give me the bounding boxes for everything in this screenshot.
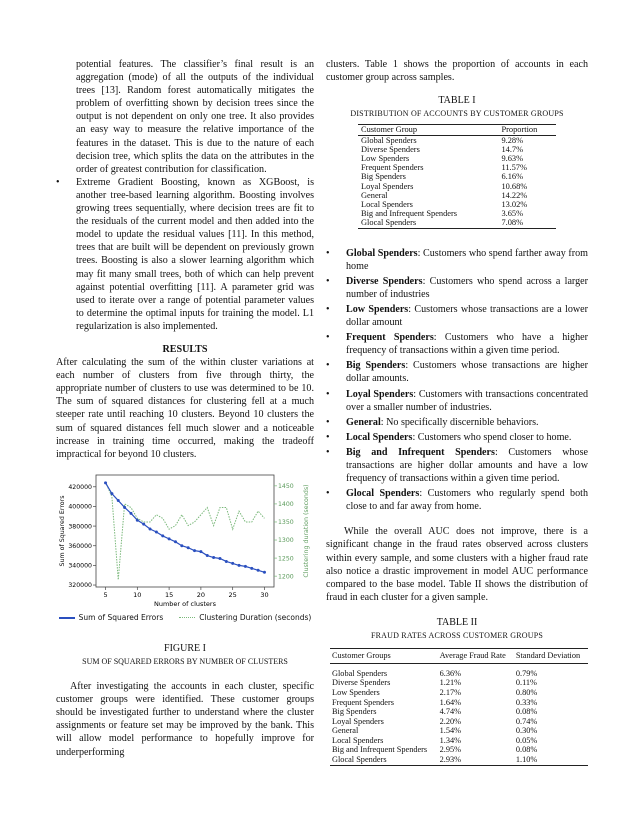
table2 — [330, 648, 588, 766]
y2-axis-label: Clustering duration (seconds) — [303, 484, 310, 578]
right-column — [326, 58, 588, 766]
bullet-icon: • — [326, 332, 330, 344]
table2-cell: 0.05% — [515, 735, 538, 745]
data-point-sse — [206, 554, 209, 557]
bullet-text — [340, 275, 588, 301]
xgboost-paragraph: Extreme Gradient Boosting, known as XGBoost, is another tree-based learning algorithm. Boosting involves growing trees sequentially, where decision trees are fit to the residuals of the current model and then added into the model to update the residual values [11]. In this method, trees that are built will be dependent on previously grown trees. Boosting is also a slower learning algorithm which may fit many small trees, both of which can help prevent against potential overfitting [11]. A parameter grid was used to iterate over a range of potential parameter values to determine the optimal inputs for training the model. L1 regularization is also implemented. — [76, 176, 314, 332]
data-point-sse — [212, 556, 215, 559]
bullet-text — [340, 331, 588, 357]
bullet-description: : No specifically discernible behaviors. — [380, 416, 539, 428]
table2-cell: Diverse Spenders — [332, 678, 391, 688]
table2-cell: 1.34% — [439, 735, 462, 745]
table2-cell: 1.21% — [439, 678, 462, 688]
data-point-sse — [136, 519, 139, 522]
data-point-sse — [193, 549, 196, 552]
data-point-sse — [168, 537, 171, 540]
data-point-sse — [123, 506, 126, 509]
table2-cell: Local Spenders — [332, 735, 384, 745]
table2-row — [330, 717, 588, 727]
bullet-text — [340, 416, 588, 429]
xgboost-bullet — [56, 176, 314, 333]
bullet-icon: • — [326, 431, 330, 443]
data-point-sse — [104, 481, 107, 484]
customer-group-bullet — [326, 359, 588, 385]
table2-cell: 6.36% — [439, 668, 462, 678]
data-point-sse — [244, 565, 247, 568]
table2-cell: 0.11% — [515, 678, 537, 688]
table1-cell: 6.16% — [501, 172, 524, 182]
bullet-text — [340, 303, 588, 329]
bullet-text — [340, 487, 588, 513]
results-heading: RESULTS — [162, 343, 208, 355]
table1-cell: Glocal Spenders — [358, 218, 498, 228]
table1-cell: Diverse Spenders — [361, 144, 420, 154]
customer-group-bullet — [326, 247, 588, 273]
table2-cell: 1.10% — [514, 755, 588, 765]
y2-tick-label: 1250 — [278, 555, 294, 563]
left-column — [56, 58, 314, 759]
customer-group-bullet — [326, 431, 588, 444]
bullet-icon: • — [326, 275, 330, 287]
table1-cell: 10.68% — [501, 181, 528, 191]
data-point-sse — [174, 540, 177, 543]
customer-group-bullet — [326, 446, 588, 485]
bullet-term: Diverse Spenders — [346, 275, 423, 287]
customer-group-bullet — [326, 487, 588, 513]
y2-tick-label: 1450 — [278, 482, 294, 490]
data-point-sse — [199, 550, 202, 553]
table1-cell: Local Spenders — [361, 200, 413, 209]
table2-cell: Glocal Spenders — [330, 755, 438, 765]
y-tick-label: 380000 — [68, 523, 92, 531]
x-tick-label: 25 — [228, 590, 237, 599]
table1 — [358, 124, 556, 228]
table1-row — [358, 145, 556, 154]
table2-row — [330, 736, 588, 746]
table2-cell: 2.17% — [439, 687, 462, 697]
table2-cell: Frequent Spenders — [332, 697, 394, 707]
bullet-icon: • — [56, 176, 60, 188]
sse-chart-svg — [56, 469, 314, 609]
table2-cell: Big and Infrequent Spenders — [332, 745, 428, 755]
y-tick-label: 360000 — [68, 542, 92, 550]
x-axis-label: Number of clusters — [153, 599, 217, 608]
bullet-icon: • — [326, 303, 330, 315]
bullet-description: : Customers with transactions concentrated over a smaller number of industries. — [346, 388, 588, 413]
bullet-term: General — [346, 416, 381, 428]
table2-cell: 4.74% — [439, 707, 462, 717]
table1-cell: 14.7% — [501, 144, 524, 154]
table2-cell: 1.54% — [439, 726, 462, 736]
bullet-text — [340, 431, 588, 444]
table1-row — [358, 172, 556, 181]
figure-caption: FIGURE I — [164, 642, 206, 654]
table2-cell: Big Spenders — [332, 707, 377, 717]
data-point-sse — [117, 499, 120, 502]
data-point-sse — [110, 492, 113, 495]
table2-row — [330, 678, 588, 688]
data-point-sse — [180, 544, 183, 547]
table1-cell: Global Spenders — [361, 135, 417, 145]
table1-cell: Big Spenders — [361, 172, 406, 182]
table2-cell: 0.08% — [515, 745, 538, 755]
results-paragraph: After calculating the sum of the within cluster variations at each number of clusters from five through thirty, the appropriate number of clusters to use was determined to be 10. The sum of squared distances for clustering fell at a much steeper rate until reaching 10 clusters. Beyond 10 clusters the sum of squared distances fell much slower and a noticeable increase in training time occurred, making the tradeoff impractical for beyond 10 clusters. — [56, 357, 314, 460]
table2-cell: General — [332, 726, 359, 736]
sse-chart — [56, 469, 314, 629]
data-point-sse — [142, 522, 145, 525]
y-tick-label: 420000 — [68, 483, 92, 491]
bullet-icon: • — [326, 488, 330, 500]
table1-cell: Loyal Spenders — [361, 181, 414, 191]
bullet-icon: • — [326, 388, 330, 400]
data-point-sse — [155, 530, 158, 533]
table2-header: Customer Groups — [330, 649, 438, 664]
table1-header-row — [358, 125, 556, 135]
bullet-description: : Customers who spend closer to home. — [412, 431, 572, 443]
table2-title: TABLE II — [436, 616, 478, 628]
table1-cell: 11.57% — [501, 163, 527, 173]
table2-body — [330, 663, 588, 765]
bullet-description: : Customers who regularly spend both close to and far away from home. — [346, 488, 588, 513]
table1-row — [358, 200, 556, 209]
table2-cell: 0.79% — [515, 668, 538, 678]
bullet-icon: • — [326, 247, 330, 259]
table1-title: TABLE I — [438, 95, 476, 107]
bullet-description: : Customers whose transactions are higher dollar amounts. — [346, 360, 588, 385]
bullet-description: : Customers whose transactions are a lower dollar amount — [346, 303, 588, 329]
customer-group-bullets — [326, 247, 588, 514]
x-tick-label: 20 — [196, 590, 206, 599]
table1-cell: 9.28% — [501, 135, 524, 145]
table2-cell: 0.08% — [515, 707, 538, 717]
table2-cell: Global Spenders — [332, 668, 388, 678]
bullet-term: Glocal Spenders — [346, 488, 420, 500]
y2-tick-label: 1300 — [278, 537, 294, 545]
data-point-sse — [231, 562, 234, 565]
figure-subcaption: SUM OF SQUARED ERRORS BY NUMBER OF CLUSTERS — [82, 657, 288, 666]
random-forest-paragraph: potential features. The classifier’s final result is an aggregation (mode) of all the outputs of the individual trees [13]. Random forest automatically mitigates the problem of overfitting shown by decision trees since the output is not dependent on only one tree. It also provides an easy way to measure the relative importance of the features in the dataset. This is due to the nature of each decision tree, which splits the data on the attributes in the order of greatest contribution for classification. — [76, 59, 314, 175]
customer-group-bullet — [326, 303, 588, 329]
y2-tick-label: 1400 — [278, 500, 294, 508]
table2-cell: 2.95% — [439, 745, 462, 755]
bullet-description: : Customers whose transactions are higher dollar amounts and have a low frequency of transactions within a given time period. — [346, 446, 588, 485]
bullet-term: Frequent Spenders — [346, 332, 434, 344]
table1-row — [358, 191, 556, 200]
table2-row — [330, 688, 588, 698]
table1-row — [358, 209, 556, 218]
bullet-term: Local Spenders — [346, 431, 413, 443]
data-point-sse — [187, 546, 190, 549]
table1-cell: Big and Infrequent Spenders — [361, 209, 458, 219]
plot-frame — [96, 475, 274, 587]
table2-header: Average Fraud Rate — [438, 649, 514, 664]
table2-cell: 2.20% — [439, 716, 462, 726]
bullet-term: Big Spenders — [346, 360, 406, 372]
table1-row — [358, 154, 556, 163]
auc-paragraph: While the overall AUC does not improve, there is a significant change in the fraud rates observed across clusters within every sample, and some clusters with a higher fraud rate also notice a drastic improvement in model AUC performance compared to the base model. Table II shows the distribution of fraud in each cluster for a given sample. — [326, 526, 588, 603]
y-tick-label: 320000 — [68, 582, 92, 590]
bullet-term: Global Spenders — [346, 247, 418, 259]
y-axis-label: Sum of Squared Errors — [59, 495, 66, 567]
table1-cell: Frequent Spenders — [361, 163, 424, 173]
table1-row — [358, 218, 556, 228]
data-point-sse — [263, 571, 266, 574]
y-tick-label: 400000 — [68, 503, 92, 511]
table2-header-row — [330, 649, 588, 664]
customer-group-bullet — [326, 275, 588, 301]
table1-header: Customer Group — [358, 125, 498, 135]
data-point-sse — [238, 564, 241, 567]
bullet-icon: • — [326, 446, 330, 458]
customer-group-bullet — [326, 331, 588, 357]
table1-row — [358, 135, 556, 145]
table2-cell: 1.64% — [439, 697, 462, 707]
table1-cell: 14.22% — [501, 190, 528, 200]
table2-subtitle: FRAUD RATES ACROSS CUSTOMER GROUPS — [370, 631, 544, 641]
bullet-description: : Customers who spend across a larger number of industries — [346, 275, 588, 300]
table2-cell: Low Spenders — [332, 687, 380, 697]
bullet-icon: • — [326, 360, 330, 372]
table2-cell: Loyal Spenders — [332, 716, 384, 726]
bullet-icon: • — [326, 416, 330, 428]
x-tick-label: 5 — [103, 590, 108, 599]
table2-cell: 0.80% — [515, 687, 538, 697]
data-point-sse — [257, 569, 260, 572]
bullet-text — [340, 247, 588, 273]
y-tick-label: 340000 — [68, 562, 92, 570]
data-point-sse — [218, 557, 221, 560]
bullet-term: Low Spenders — [346, 303, 409, 315]
customer-group-bullet — [326, 388, 588, 414]
table2-header: Standard Deviation — [514, 649, 588, 664]
y2-tick-label: 1350 — [278, 518, 294, 526]
data-point-sse — [250, 567, 253, 570]
table1-cell: General — [361, 190, 388, 200]
table1-body — [358, 135, 556, 228]
table2-row — [330, 698, 588, 708]
data-point-sse — [129, 512, 132, 515]
legend-label-sse: Sum of Squared Errors — [78, 612, 164, 622]
table1-row — [358, 182, 556, 191]
x-tick-label: 15 — [164, 590, 174, 599]
bullet-description: : Customers who have a higher frequency of transactions within a given time period. — [346, 332, 588, 357]
bullet-text — [340, 446, 588, 485]
table2-row — [330, 726, 588, 736]
table2-row — [330, 745, 588, 755]
legend-label-duration: Clustering Duration (seconds) — [199, 612, 312, 622]
bullet-text — [340, 388, 588, 414]
table2-row — [330, 663, 588, 678]
table1-cell: Low Spenders — [361, 153, 410, 163]
table1-header: Proportion — [498, 125, 556, 135]
customer-group-bullet — [326, 416, 588, 429]
bullet-text — [340, 359, 588, 385]
table1-subtitle: DISTRIBUTION OF ACCOUNTS BY CUSTOMER GROUPS — [350, 109, 564, 119]
table1-cell: 3.65% — [501, 209, 524, 219]
table2-cell: 2.93% — [438, 755, 514, 765]
series-line-sse — [106, 483, 265, 572]
bullet-description: : Customers who spend farther away from home — [346, 247, 589, 272]
data-point-sse — [149, 527, 152, 530]
table2-cell: 0.74% — [515, 716, 538, 726]
y2-tick-label: 1200 — [278, 573, 294, 581]
table1-cell: 7.08% — [498, 218, 556, 228]
data-point-sse — [225, 560, 228, 563]
after-investigation-paragraph: After investigating the accounts in each cluster, specific customer groups were identified. These customer groups should be investigated further to understand where the cluster assignments or feature set may be improved by the bank. This will allow model performance to hopefully improve for underperforming — [56, 681, 314, 758]
bullet-term: Big and Infrequent Spenders — [346, 446, 495, 458]
bullet-term: Loyal Spenders — [346, 388, 414, 400]
table1-row — [358, 163, 556, 172]
table2-cell: 0.30% — [515, 726, 538, 736]
intro-paragraph: clusters. Table 1 shows the proportion of accounts in each customer group across samples. — [326, 59, 588, 84]
table2-row — [330, 755, 588, 765]
table2-cell: 0.33% — [515, 697, 538, 707]
table1-cell: 9.63% — [501, 153, 524, 163]
x-tick-label: 30 — [260, 590, 269, 599]
table1-cell: 13.02% — [501, 200, 528, 209]
x-tick-label: 10 — [133, 590, 142, 599]
table2-row — [330, 707, 588, 717]
data-point-sse — [161, 534, 164, 537]
